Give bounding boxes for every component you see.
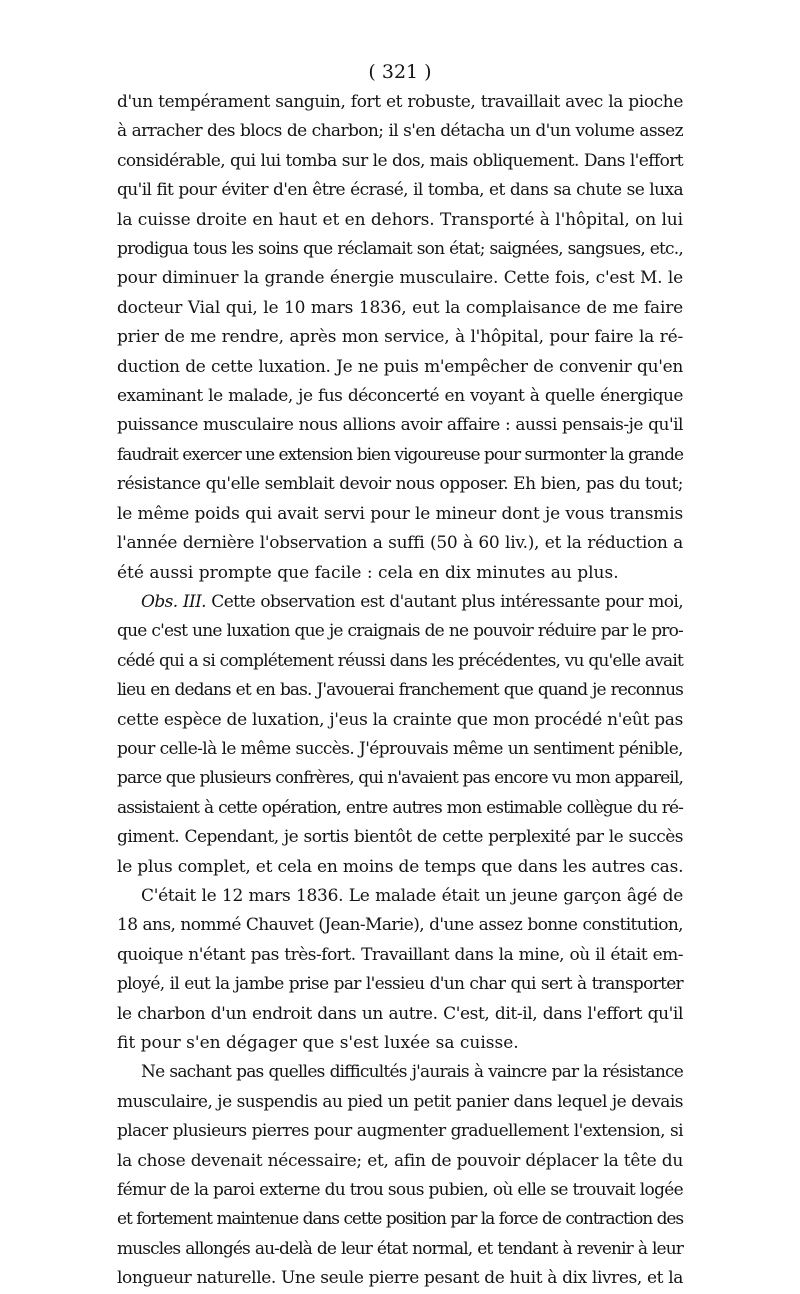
text-line <box>117 735 683 764</box>
line-text: C'était le 12 mars 1836. Le malade était un jeune garçon âgé de <box>141 885 683 906</box>
line-text: le plus complet, et cela en moins de temps que dans les autres cas. <box>117 856 684 877</box>
text-line <box>117 1029 683 1058</box>
line-text: assistaient à cette opération, entre autres mon estimable collègue du ré- <box>117 797 683 818</box>
observation-label: Obs. III. <box>141 591 206 612</box>
text-line <box>117 882 683 911</box>
text-line <box>117 853 683 882</box>
line-text: qu'il fit pour éviter d'en être écrasé, il tomba, et dans sa chute se luxa <box>117 180 683 201</box>
text-line <box>117 529 683 558</box>
line-text: Ne sachant pas quelles difficultés j'aurais à vaincre par la résistance <box>141 1062 683 1083</box>
text-line <box>117 1264 683 1293</box>
text-line <box>117 559 683 588</box>
line-text: la cuisse droite en haut et en dehors. Transporté à l'hôpital, on lui <box>117 209 683 230</box>
line-text: prodigua tous les soins que réclamait son état; saignées, sangsues, etc., <box>117 239 683 260</box>
text-line <box>117 970 683 999</box>
line-text: été aussi prompte que facile : cela en dix minutes au plus. <box>117 562 619 583</box>
text-line <box>117 323 683 352</box>
line-text: résistance qu'elle semblait devoir nous opposer. Eh bien, pas du tout; <box>117 474 683 495</box>
line-text: d'un tempérament sanguin, fort et robuste, travaillait avec la pioche <box>117 92 683 112</box>
line-text: que c'est une luxation que je craignais de ne pouvoir réduire par le pro- <box>117 621 683 642</box>
text-line <box>117 353 683 382</box>
line-text: à arracher des blocs de charbon; il s'en détacha un d'un volume assez <box>117 121 683 142</box>
line-text: l'année dernière l'observation a suffi (50 à 60 liv.), et la réduction a <box>117 533 683 554</box>
text-line <box>117 1000 683 1029</box>
line-text: fémur de la paroi externe du trou sous pubien, où elle se trouvait logée <box>117 1180 683 1201</box>
line-text: longueur naturelle. Une seule pierre pesant de huit à dix livres, et la <box>117 1268 683 1289</box>
text-line <box>117 1176 683 1205</box>
text-line <box>117 911 683 940</box>
text-line <box>117 764 683 793</box>
paragraph-obs-iii <box>117 588 683 882</box>
text-line <box>117 1058 683 1087</box>
paragraph-3 <box>117 882 683 1058</box>
line-text: et fortement maintenue dans cette position par la force de contraction des <box>117 1209 683 1230</box>
text-line <box>117 1235 683 1264</box>
line-text: considérable, qui lui tomba sur le dos, mais obliquement. Dans l'effort <box>117 150 683 171</box>
text-line <box>117 382 683 411</box>
text-line <box>117 117 683 146</box>
line-text: pour diminuer la grande énergie musculaire. Cette fois, c'est M. le <box>117 268 683 289</box>
line-text: cette espèce de luxation, j'eus la crainte que mon procédé n'eût pas <box>117 709 684 730</box>
line-text: prier de me rendre, après mon service, à l'hôpital, pour faire la ré- <box>117 327 683 348</box>
text-line <box>117 941 683 970</box>
text-line <box>117 823 683 852</box>
line-text: parce que plusieurs confrères, qui n'avaient pas encore vu mon appareil, <box>117 768 683 789</box>
text-line <box>117 470 683 499</box>
line-text: 18 ans, nommé Chauvet (Jean-Marie), d'une assez bonne constitution, <box>117 915 683 936</box>
text-line <box>117 411 683 440</box>
text-line <box>117 1088 683 1117</box>
line-text: cédé qui a si complétement réussi dans les précédentes, vu qu'elle avait <box>117 650 683 671</box>
text-line <box>117 500 683 529</box>
line-text: le charbon d'un endroit dans un autre. C'est, dit-il, dans l'effort qu'il <box>117 1003 683 1024</box>
line-text: faudrait exercer une extension bien vigoureuse pour surmonter la grande <box>117 444 684 465</box>
text-line <box>117 176 683 205</box>
line-text: duction de cette luxation. Je ne puis m'empêcher de convenir qu'en <box>117 356 683 377</box>
line-text: muscles allongés au-delà de leur état normal, et tendant à revenir à leur <box>117 1238 683 1259</box>
text-line <box>117 441 683 470</box>
text-line <box>117 88 683 117</box>
text-line <box>117 235 683 264</box>
line-text: Cette observation est d'autant plus intéressante pour moi, <box>211 591 683 612</box>
text-line <box>117 617 683 646</box>
text-line <box>117 206 683 235</box>
text-line <box>117 588 683 617</box>
line-text: docteur Vial qui, le 10 mars 1836, eut la complaisance de me faire <box>117 297 683 318</box>
paragraph-1 <box>117 88 683 588</box>
book-page <box>117 60 683 1294</box>
line-text: giment. Cependant, je sortis bientôt de cette perplexité par le succès <box>117 827 683 848</box>
text-line <box>117 676 683 705</box>
line-text: placer plusieurs pierres pour augmenter graduellement l'extension, si <box>117 1121 683 1142</box>
line-text: puissance musculaire nous allions avoir affaire : aussi pensais-je qu'il <box>117 415 683 436</box>
line-text: le même poids qui avait servi pour le mineur dont je vous transmis <box>117 503 683 524</box>
line-text: quoique n'étant pas très-fort. Travaillant dans la mine, où il était em- <box>117 944 683 965</box>
line-text: musculaire, je suspendis au pied un petit panier dans lequel je devais <box>117 1091 683 1112</box>
text-line <box>117 1147 683 1176</box>
line-text: lieu en dedans et en bas. J'avouerai franchement que quand je reconnus <box>117 680 683 701</box>
page-number: ( 321 ) <box>368 61 432 83</box>
text-line <box>117 1205 683 1234</box>
text-line <box>117 706 683 735</box>
line-text: ployé, il eut la jambe prise par l'essieu d'un char qui sert à transporter <box>117 974 683 995</box>
line-text: examinant le malade, je fus déconcerté en voyant à quelle énergique <box>117 386 683 407</box>
text-line <box>117 147 683 176</box>
text-line <box>117 794 683 823</box>
line-text: pour celle-là le même succès. J'éprouvais même un sentiment pénible, <box>117 738 683 759</box>
text-line <box>117 647 683 676</box>
line-text: la chose devenait nécessaire; et, afin de pouvoir déplacer la tête du <box>117 1150 683 1171</box>
line-text: fit pour s'en dégager que s'est luxée sa cuisse. <box>117 1033 519 1053</box>
text-line <box>117 294 683 323</box>
text-line <box>117 264 683 293</box>
text-line <box>117 1117 683 1146</box>
paragraph-4 <box>117 1058 683 1293</box>
